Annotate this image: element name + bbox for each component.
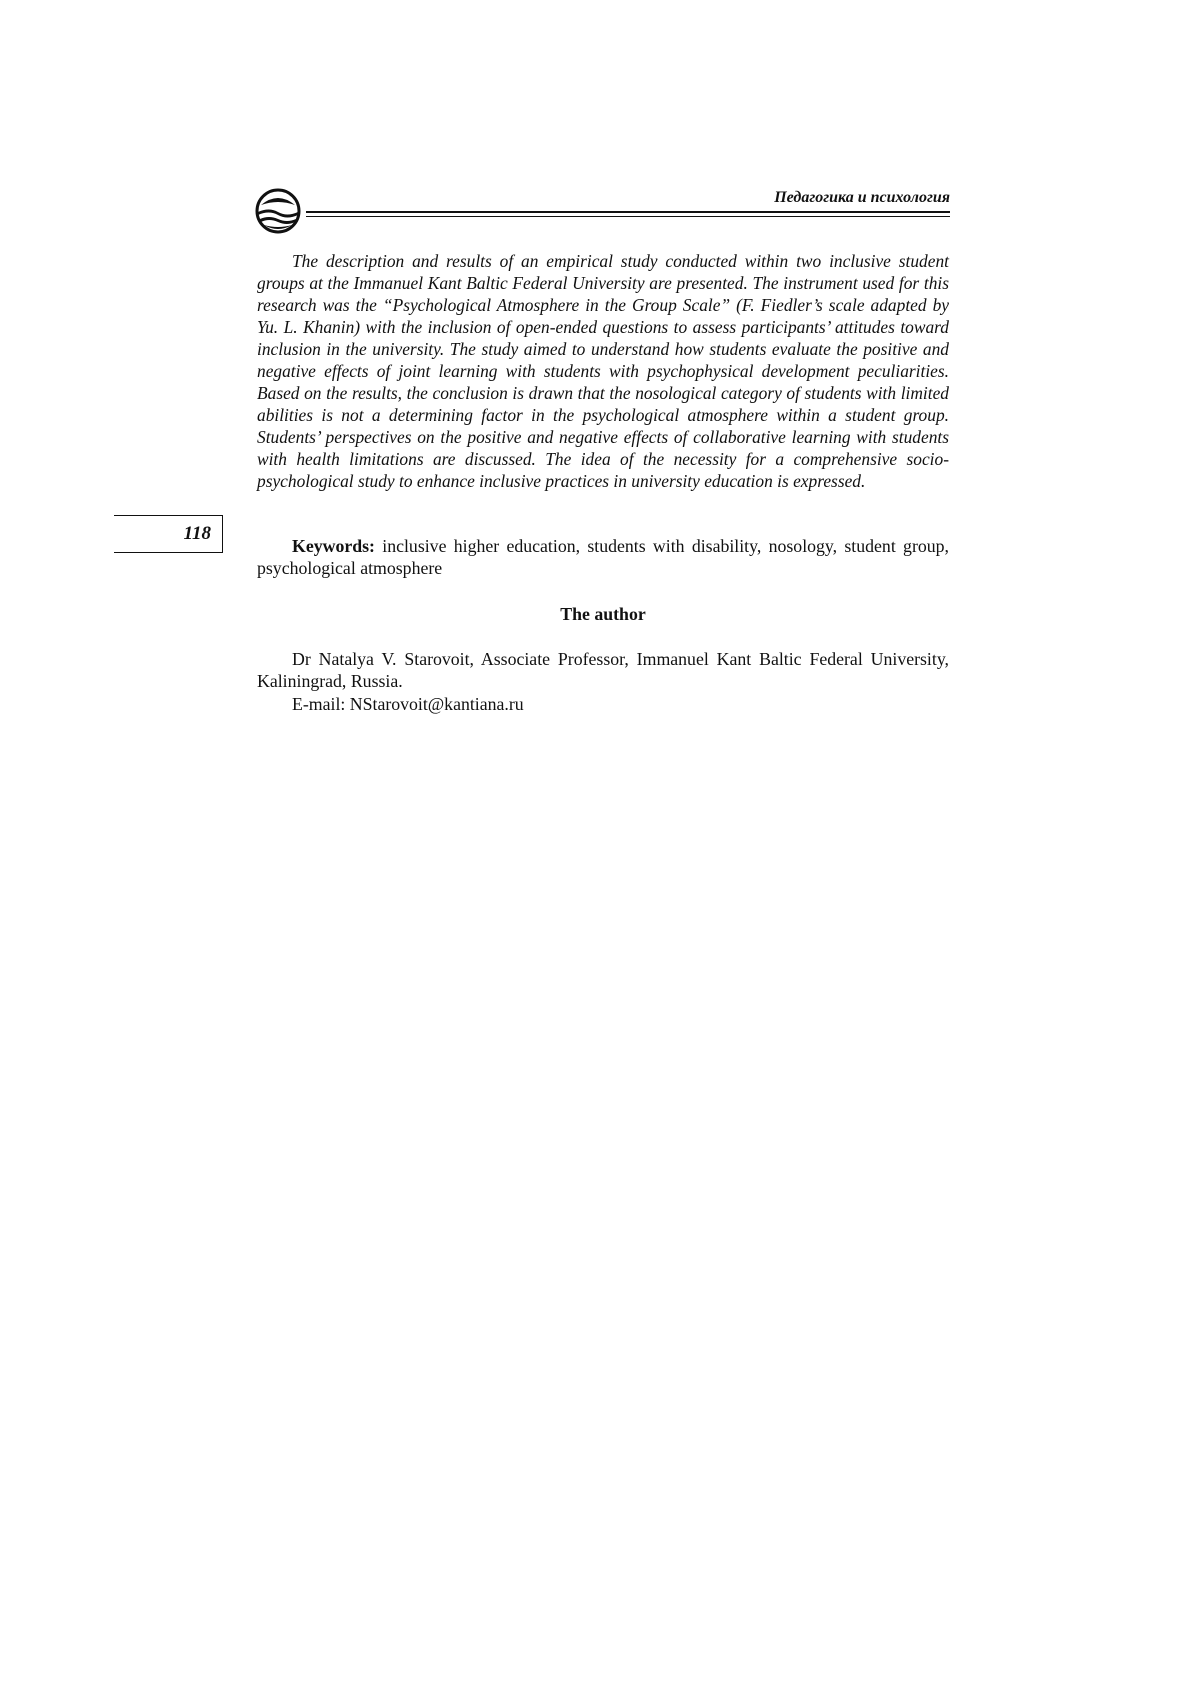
header-rule-thick: [306, 211, 950, 213]
journal-logo-icon: [255, 188, 301, 234]
author-heading: The author: [560, 604, 646, 624]
author-info: Dr Natalya V. Starovoit, Associate Professor, Immanuel Kant Baltic Federal University, Kaliningrad, Russia.: [257, 649, 949, 691]
page-number-box: [114, 515, 223, 553]
keywords-text: inclusive higher education, students with disability, nosology, student group, psychological atmosphere: [257, 536, 949, 578]
page-number: 118: [183, 523, 211, 544]
author-email: E-mail: NStarovoit@kantiana.ru: [292, 694, 524, 714]
keywords-paragraph: [257, 535, 949, 579]
keywords-label: Keywords:: [292, 536, 375, 556]
abstract-text: The description and results of an empirical study conducted within two inclusive student groups at the Immanuel Kant Baltic Federal University are presented. The instrument used for this research was the “Psychological Atmosphere in the Group Scale” (F. Fiedler’s scale adapted by Yu. L. Khanin) with the inclusion of open-ended questions to assess participants’ attitudes toward inclusion in the university. The study aimed to understand how students evaluate the positive and negative effects of joint learning with students with psychophysical development peculiarities. Based on the results, the conclusion is drawn that the nosological category of students with limited abilities is not a determining factor in the psychological atmosphere within a student group. Students’ perspectives on the positive and negative effects of collaborative learning with students with health limitations are discussed. The idea of the necessity for a comprehensive socio-psychological study to enhance inclusive practices in university education is expressed.: [257, 251, 949, 491]
header-rule-thin: [306, 216, 950, 217]
running-head: Педагогика и психология: [774, 189, 950, 206]
